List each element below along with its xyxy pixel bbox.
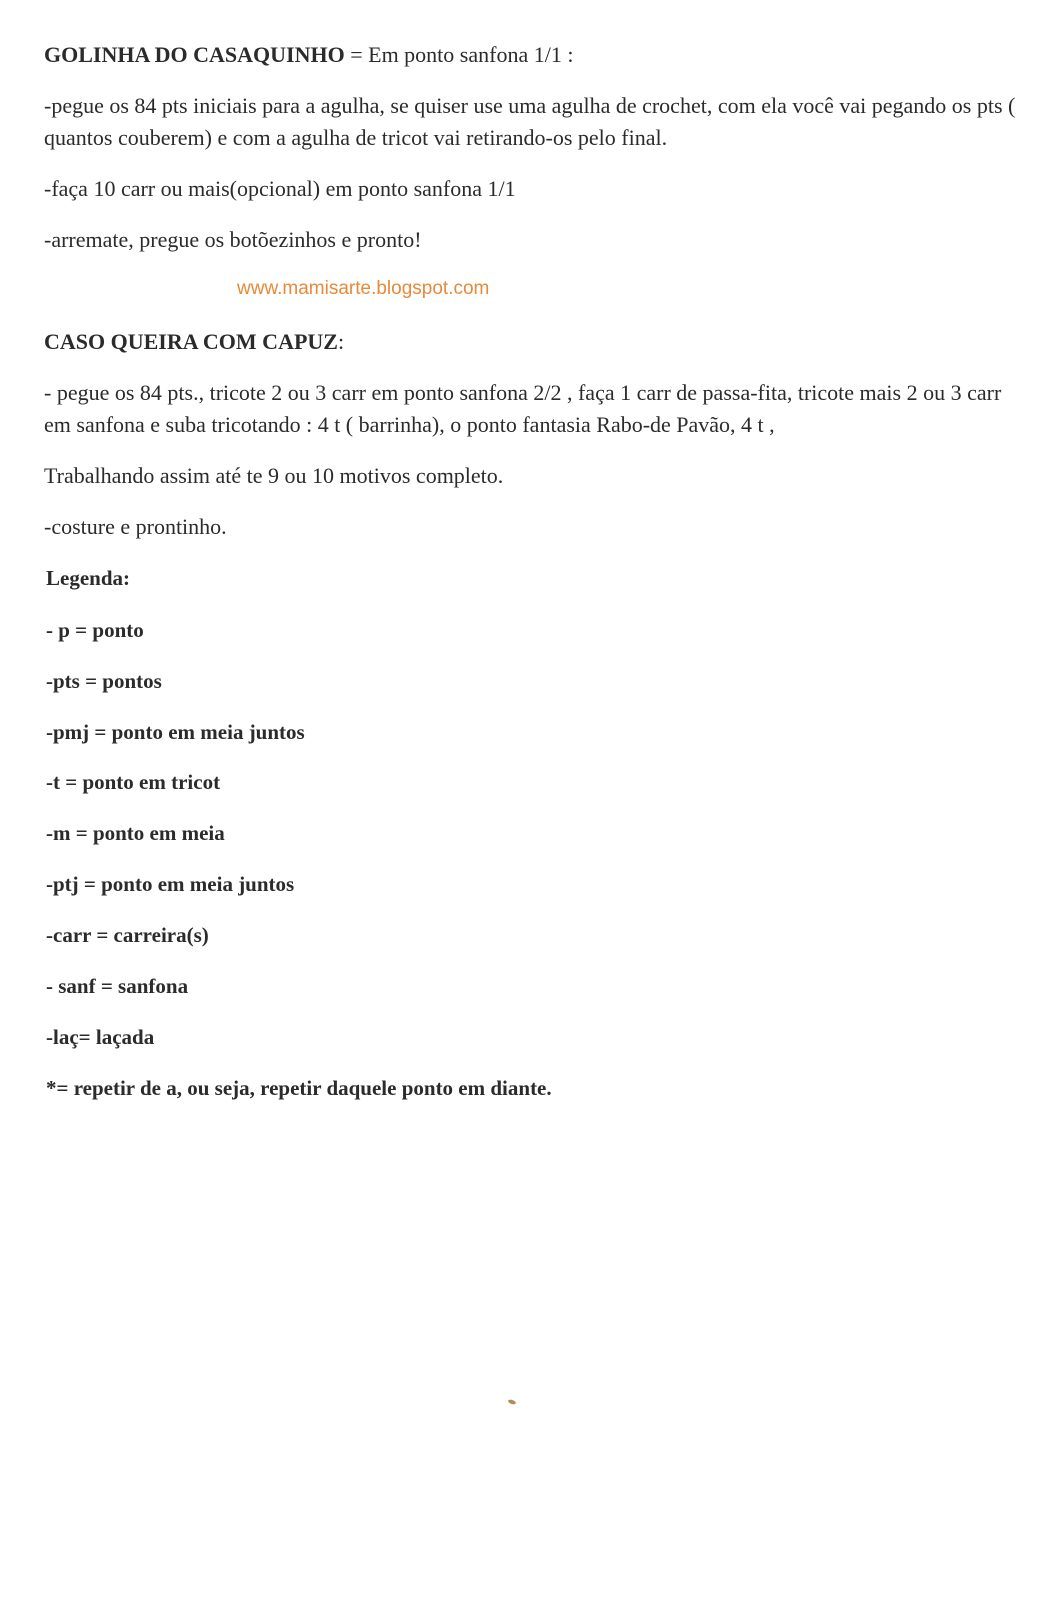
section-heading-golinha (44, 39, 573, 71)
legend-item: -pts = pontos (46, 669, 162, 693)
capuz-paragraph-3: -costure e prontinho. (44, 514, 227, 539)
scan-speck (508, 1399, 517, 1405)
golinha-paragraph-1: -pegue os 84 pts iniciais para a agulha, se quiser use uma agulha de crochet, com ela você vai pegando os pts ( quantos couberem) e com a agulha de tricot vai retirando-os pelo final. (44, 93, 1016, 150)
legend-item: -laç= laçada (46, 1025, 155, 1049)
golinha-paragraph-2: -faça 10 carr ou mais(opcional) em ponto sanfona 1/1 (44, 176, 516, 201)
capuz-paragraph-2: Trabalhando assim até te 9 ou 10 motivos completo. (44, 463, 504, 488)
capuz-title: CASO QUEIRA COM CAPUZ (44, 329, 338, 354)
golinha-title: GOLINHA DO CASAQUINHO (44, 42, 345, 67)
legend-item: -ptj = ponto em meia juntos (46, 872, 295, 896)
golinha-paragraph-3: -arremate, pregue os botõezinhos e pronto! (44, 227, 422, 252)
golinha-title-tail: = Em ponto sanfona 1/1 : (344, 42, 574, 67)
legend-item: - sanf = sanfona (46, 974, 189, 998)
blog-url-watermark: www.mamisarte.blogspot.com (237, 278, 490, 299)
capuz-title-tail: : (337, 329, 345, 354)
legend-title: Legenda: (46, 566, 130, 590)
capuz-paragraph-1: - pegue os 84 pts., tricote 2 ou 3 carr em ponto sanfona 2/2 , faça 1 carr de passa-fita, tricote mais 2 ou 3 carr em sanfona e suba tricotando : 4 t ( barrinha), o ponto fantasia Rabo-de Pavão, 4 t , (44, 380, 1002, 437)
section-heading-capuz (44, 326, 344, 358)
legend-item: -pmj = ponto em meia juntos (46, 720, 305, 744)
legend-item: -m = ponto em meia (46, 821, 225, 845)
legend-item: - p = ponto (46, 618, 144, 642)
legend-item: -carr = carreira(s) (46, 923, 209, 947)
legend-item: -t = ponto em tricot (46, 770, 221, 794)
legend-item: *= repetir de a, ou seja, repetir daquele ponto em diante. (46, 1076, 552, 1100)
